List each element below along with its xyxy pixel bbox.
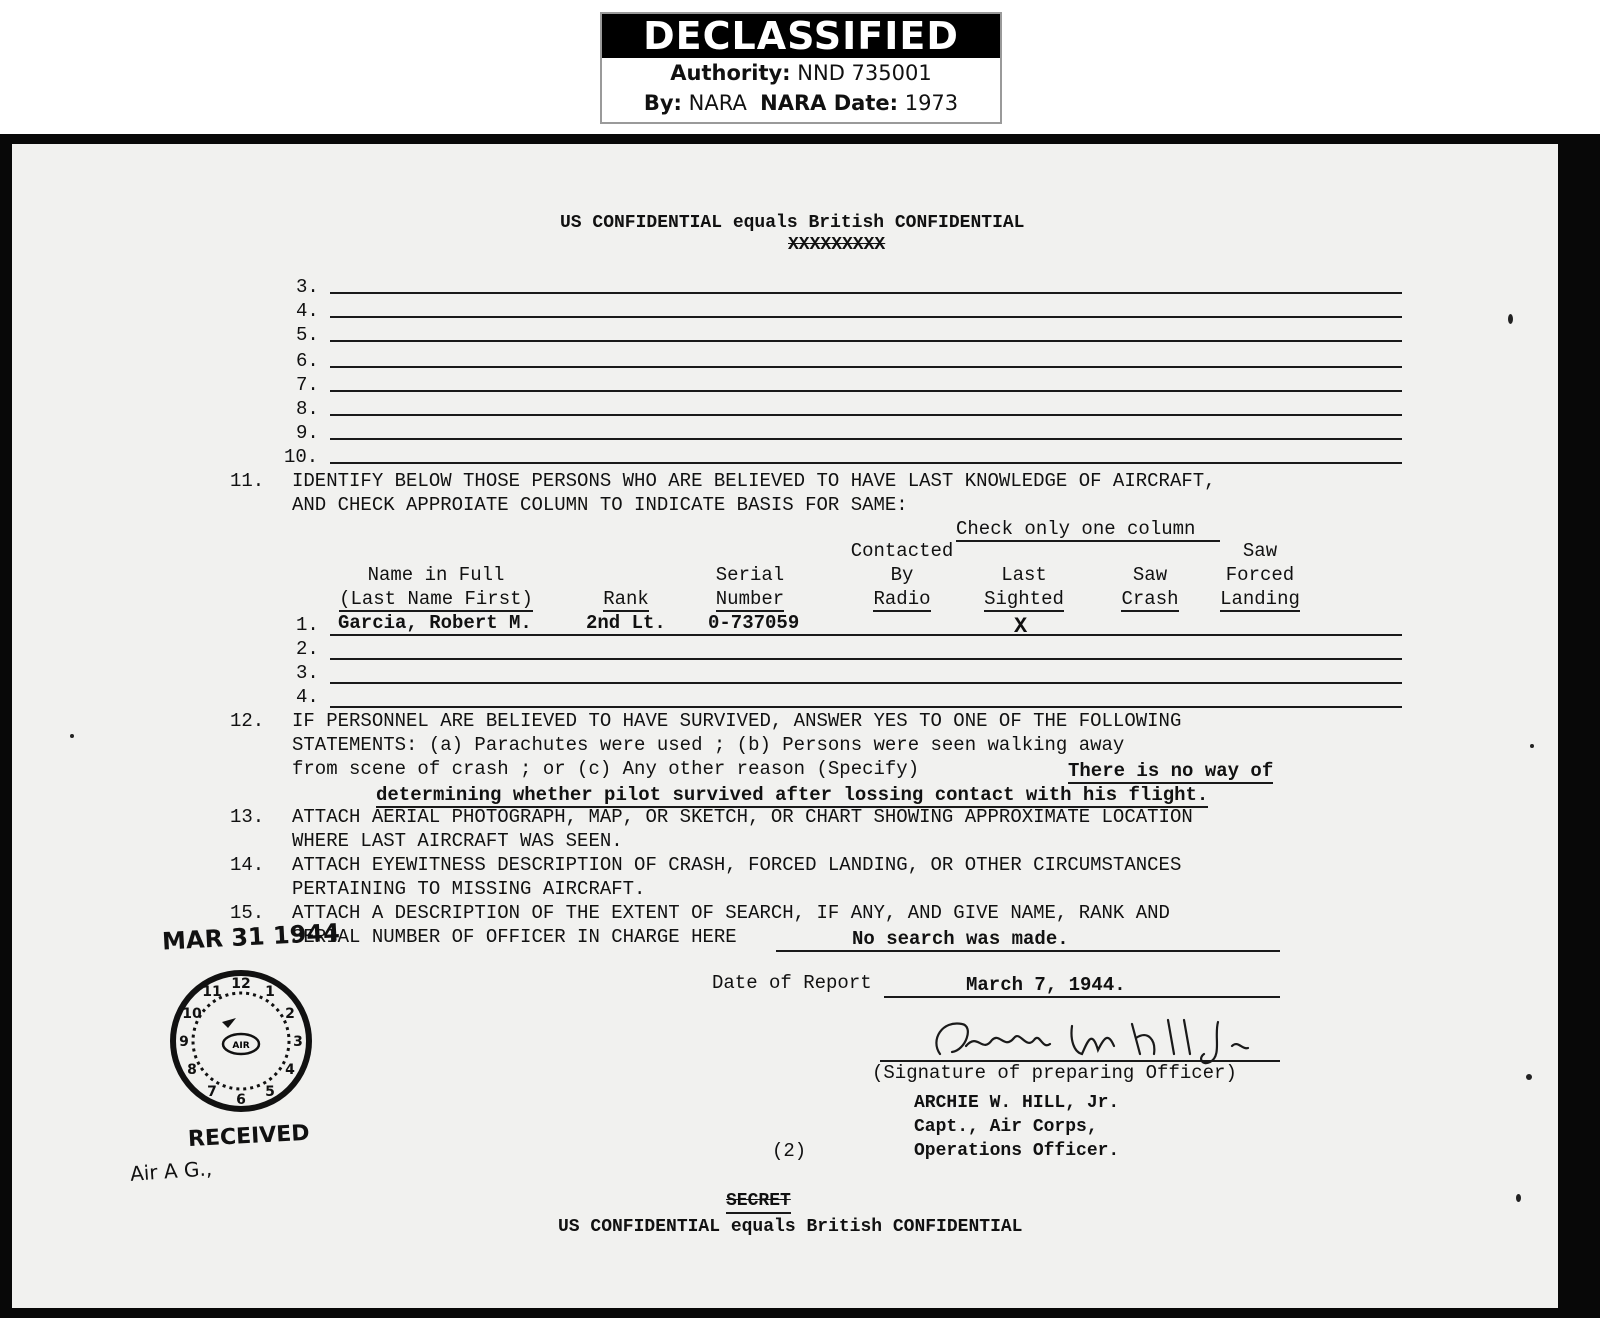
blank-rule bbox=[330, 316, 1402, 318]
declassified-title: DECLASSIFIED bbox=[602, 14, 1000, 58]
item-14-number: 14. bbox=[230, 854, 265, 876]
person-row-number: 3. bbox=[296, 662, 319, 684]
col-serial-line-1: Serial bbox=[715, 564, 785, 586]
col-rank: Rank bbox=[603, 588, 649, 610]
row-rule bbox=[330, 682, 1402, 684]
blank-line-number: 5. bbox=[296, 324, 319, 346]
clock-hour: 7 bbox=[207, 1084, 217, 1100]
footer-classification: US CONFIDENTIAL equals British CONFIDENTIAL bbox=[558, 1217, 1023, 1237]
by-line bbox=[602, 88, 1000, 118]
page-number: (2) bbox=[772, 1140, 807, 1162]
by-value: NARA bbox=[688, 91, 747, 115]
item-13-line-1: ATTACH AERIAL PHOTOGRAPH, MAP, OR SKETCH, OR CHART SHOWING APPROXIMATE LOCATION bbox=[292, 806, 1193, 828]
blank-line-number: 9. bbox=[296, 422, 319, 444]
clock-hub-label: AIR bbox=[232, 1041, 250, 1051]
item-12-number: 12. bbox=[230, 710, 265, 732]
clock-hour: 1 bbox=[265, 984, 275, 1000]
officer-rank: Capt., Air Corps, bbox=[914, 1117, 1098, 1137]
scan-speck bbox=[1516, 1194, 1521, 1202]
item-13-number: 13. bbox=[230, 806, 265, 828]
footer-struck-marking: SECRET bbox=[726, 1190, 791, 1214]
person-row-number: 2. bbox=[296, 638, 319, 660]
item-15-answer-rule bbox=[776, 950, 1280, 952]
document-sheet bbox=[12, 144, 1558, 1308]
clock-hour: 12 bbox=[231, 976, 251, 992]
signature-caption: (Signature of preparing Officer) bbox=[872, 1062, 1237, 1084]
person-row-number: 1. bbox=[296, 614, 319, 636]
last-sighted-mark: X bbox=[1014, 614, 1028, 639]
authority-line bbox=[602, 58, 1000, 88]
blank-line-number: 6. bbox=[296, 350, 319, 372]
received-date-stamp: MAR 31 1944 bbox=[161, 918, 341, 956]
clock-hour: 11 bbox=[202, 984, 222, 1000]
item-14-line-2: PERTAINING TO MISSING AIRCRAFT. bbox=[292, 878, 646, 900]
item-12-line-1: IF PERSONNEL ARE BELIEVED TO HAVE SURVIVED, ANSWER YES TO ONE OF THE FOLLOWING bbox=[292, 710, 1182, 732]
row-rule bbox=[330, 658, 1402, 660]
received-department: Air A G., bbox=[129, 1156, 213, 1186]
blank-rule bbox=[330, 438, 1402, 440]
col-name-line-2: (Last Name First) bbox=[339, 588, 533, 610]
person-name: Garcia, Robert M. bbox=[338, 612, 532, 634]
clock-hour: 4 bbox=[285, 1062, 295, 1078]
item-15-number: 15. bbox=[230, 902, 265, 924]
received-label: RECEIVED bbox=[187, 1120, 311, 1153]
col-forced-line-2: Forced bbox=[1225, 564, 1295, 586]
item-14-line-1: ATTACH EYEWITNESS DESCRIPTION OF CRASH, FORCED LANDING, OR OTHER CIRCUMSTANCES bbox=[292, 854, 1182, 876]
item-13-line-2: WHERE LAST AIRCRAFT WAS SEEN. bbox=[292, 830, 623, 852]
officer-title: Operations Officer. bbox=[914, 1141, 1120, 1161]
scan-speck bbox=[1530, 744, 1534, 748]
item-12-line-2: STATEMENTS: (a) Parachutes were used ; (b) Persons were seen walking away bbox=[292, 734, 1125, 756]
item-15-answer: No search was made. bbox=[852, 928, 1069, 950]
header-struck-marking: XXXXXXXXX bbox=[788, 235, 886, 255]
date-of-report-rule bbox=[884, 996, 1280, 998]
person-row-number: 4. bbox=[296, 686, 319, 708]
col-crash-line-2: Crash bbox=[1121, 588, 1179, 610]
col-serial-line-2: Number bbox=[715, 588, 785, 610]
clock-hour: 6 bbox=[236, 1092, 246, 1108]
blank-line-number: 10. bbox=[284, 446, 319, 468]
col-crash-line-1: Saw bbox=[1132, 564, 1168, 586]
item-11-line-2: AND CHECK APPROIATE COLUMN TO INDICATE BASIS FOR SAME: bbox=[292, 494, 908, 516]
date-of-report-label: Date of Report bbox=[712, 972, 872, 994]
item-12-line-3: from scene of crash ; or (c) Any other reason (Specify) bbox=[292, 758, 920, 780]
scan-speck bbox=[1526, 1074, 1532, 1080]
blank-line-number: 3. bbox=[296, 276, 319, 298]
clock-hour: 9 bbox=[179, 1034, 189, 1050]
blank-rule bbox=[330, 390, 1402, 392]
authority-label: Authority: bbox=[670, 61, 791, 85]
clock-hour: 3 bbox=[293, 1034, 303, 1050]
scanned-paper-frame bbox=[0, 134, 1600, 1318]
scan-speck bbox=[70, 734, 74, 738]
by-label: By: bbox=[643, 91, 682, 115]
clock-hour: 5 bbox=[265, 1084, 275, 1100]
blank-rule bbox=[330, 366, 1402, 368]
received-clock-stamp bbox=[166, 966, 316, 1116]
item-12-answer-1: There is no way of bbox=[1068, 760, 1274, 782]
person-serial: 0-737059 bbox=[708, 612, 800, 634]
clock-hour: 8 bbox=[187, 1062, 197, 1078]
blank-rule bbox=[330, 340, 1402, 342]
clock-hour: 2 bbox=[285, 1006, 295, 1022]
blank-line-number: 7. bbox=[296, 374, 319, 396]
blank-line-number: 8. bbox=[296, 398, 319, 420]
col-radio-line-2: By bbox=[890, 564, 914, 586]
authority-value: NND 735001 bbox=[797, 61, 932, 85]
col-last-line-1: Last bbox=[1001, 564, 1047, 586]
blank-rule bbox=[330, 292, 1402, 294]
date-of-report-value: March 7, 1944. bbox=[966, 974, 1126, 996]
item-11-number: 11. bbox=[230, 470, 265, 492]
nara-date-value: 1973 bbox=[904, 91, 959, 115]
col-name-line-1: Name in Full bbox=[367, 564, 505, 586]
officer-name: ARCHIE W. HILL, Jr. bbox=[914, 1093, 1120, 1113]
nara-date-label: NARA Date: bbox=[760, 91, 899, 115]
col-forced-line-3: Landing bbox=[1220, 588, 1300, 610]
blank-line-number: 4. bbox=[296, 300, 319, 322]
row-rule bbox=[330, 634, 1402, 636]
item-15-line-2: SERIAL NUMBER OF OFFICER IN CHARGE HERE bbox=[292, 926, 737, 948]
col-forced-line-1: Saw bbox=[1242, 540, 1278, 562]
blank-rule bbox=[330, 462, 1402, 464]
item-12-answer-2: determining whether pilot survived after lossing contact with his flight. bbox=[376, 784, 1209, 806]
item-15-line-1: ATTACH A DESCRIPTION OF THE EXTENT OF SEARCH, IF ANY, AND GIVE NAME, RANK AND bbox=[292, 902, 1170, 924]
row-rule bbox=[330, 706, 1402, 708]
check-note: Check only one column bbox=[956, 518, 1220, 542]
blank-rule bbox=[330, 414, 1402, 416]
item-11-line-1: IDENTIFY BELOW THOSE PERSONS WHO ARE BELIEVED TO HAVE LAST KNOWLEDGE OF AIRCRAFT, bbox=[292, 470, 1216, 492]
col-last-line-2: Sighted bbox=[984, 588, 1064, 610]
scan-speck bbox=[1508, 314, 1513, 324]
header-classification: US CONFIDENTIAL equals British CONFIDENTIAL bbox=[560, 213, 1025, 233]
person-rank: 2nd Lt. bbox=[586, 612, 666, 634]
declassified-stamp bbox=[600, 12, 1002, 124]
col-radio-line-3: Radio bbox=[873, 588, 931, 610]
clock-hour: 10 bbox=[182, 1006, 202, 1022]
col-radio-line-1: Contacted bbox=[850, 540, 954, 562]
